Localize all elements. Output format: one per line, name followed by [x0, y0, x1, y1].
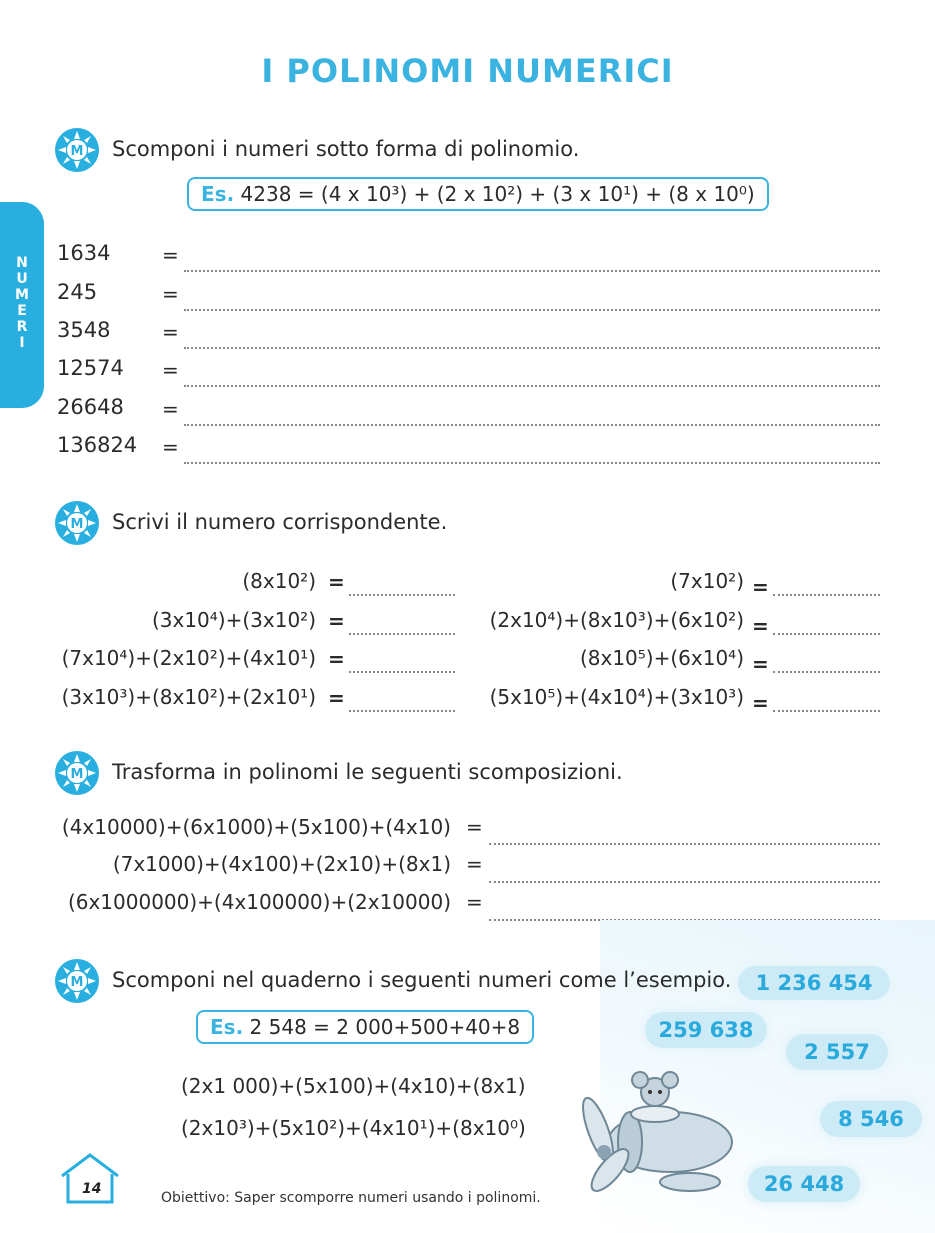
number-cloud: 26 448 [748, 1166, 860, 1202]
expression-left: (3x10³)+(8x10²)+(2x10¹) [61, 685, 316, 709]
number-cloud: 8 546 [820, 1101, 922, 1137]
number-item: 136824 [57, 433, 138, 457]
equals-sign: = [752, 652, 769, 676]
example-label: Es. [201, 182, 235, 206]
badge-letter: M [70, 975, 84, 990]
page-number-house-icon [58, 1152, 122, 1206]
expression-left: (3x10⁴)+(3x10²) [151, 608, 316, 632]
expression-right: (7x10²) [670, 569, 744, 593]
equals-sign: = [162, 435, 179, 459]
badge-letter: M [70, 517, 84, 532]
answer-line[interactable] [773, 671, 880, 673]
equals-sign: = [162, 282, 179, 306]
airplane-mouse-illustration [570, 1070, 740, 1200]
answer-line[interactable] [489, 843, 880, 845]
section3-instruction: Trasforma in polinomi le seguenti scomposizioni. [112, 760, 623, 784]
decomposition-expression: (4x10000)+(6x1000)+(5x100)+(4x10) [61, 815, 451, 839]
answer-line[interactable] [184, 309, 880, 311]
footer-objective: Obiettivo: Saper scomporre numeri usando i polinomi. [161, 1190, 541, 1206]
decomposition-expression: (6x1000000)+(4x100000)+(2x10000) [67, 890, 451, 914]
math-badge-icon [54, 958, 100, 1004]
answer-line[interactable] [184, 424, 880, 426]
expression-right: (2x10⁴)+(8x10³)+(6x10²) [489, 608, 744, 632]
side-tab-letter: R [16, 319, 28, 335]
example-text: 2 548 = 2 000+500+40+8 [249, 1015, 521, 1039]
expression-left: (8x10²) [242, 569, 316, 593]
section4-example-box [196, 1010, 534, 1044]
number-cloud: 1 236 454 [738, 966, 890, 1000]
equals-sign: = [466, 852, 483, 876]
answer-line[interactable] [489, 881, 880, 883]
side-tab-letter: U [16, 271, 28, 287]
equals-sign: = [466, 890, 483, 914]
equals-sign: = [162, 320, 179, 344]
example-line: (2x10³)+(5x10²)+(4x10¹)+(8x10⁰) [181, 1116, 526, 1140]
math-badge-icon [54, 127, 100, 173]
expression-right: (8x10⁵)+(6x10⁴) [579, 646, 744, 670]
side-tab-letter: M [15, 287, 29, 303]
example-line: (2x1 000)+(5x100)+(4x10)+(8x1) [181, 1074, 526, 1098]
section1-example-box [187, 177, 769, 211]
equals-sign: = [328, 609, 345, 633]
answer-line[interactable] [184, 385, 880, 387]
equals-sign: = [752, 691, 769, 715]
number-item: 3548 [57, 318, 111, 342]
example-label: Es. [210, 1015, 244, 1039]
answer-line[interactable] [184, 462, 880, 464]
equals-sign: = [466, 815, 483, 839]
equals-sign: = [752, 575, 769, 599]
answer-line[interactable] [773, 710, 880, 712]
equals-sign: = [162, 397, 179, 421]
answer-line[interactable] [773, 633, 880, 635]
section4-instruction: Scomponi nel quaderno i seguenti numeri come l’esempio. [112, 968, 732, 992]
side-tab-letter: N [16, 255, 28, 271]
section2-instruction: Scrivi il numero corrispondente. [112, 510, 448, 534]
section1-instruction: Scomponi i numeri sotto forma di polinomio. [112, 137, 580, 161]
number-item: 245 [57, 280, 98, 304]
answer-line[interactable] [349, 594, 455, 596]
expression-left: (7x10⁴)+(2x10²)+(4x10¹) [61, 646, 316, 670]
badge-letter: M [70, 144, 84, 159]
number-item: 12574 [57, 356, 124, 380]
page-number: 14 [82, 1181, 102, 1197]
equals-sign: = [328, 686, 345, 710]
answer-line[interactable] [349, 633, 455, 635]
page-title: I POLINOMI NUMERICI [261, 52, 674, 90]
number-item: 26648 [57, 395, 124, 419]
equals-sign: = [752, 614, 769, 638]
side-tab-label [10, 255, 34, 351]
answer-line[interactable] [184, 270, 880, 272]
side-tab-letter: I [19, 335, 25, 351]
side-tab-letter: E [17, 303, 27, 319]
answer-line[interactable] [773, 594, 880, 596]
number-cloud: 2 557 [786, 1034, 888, 1070]
expression-right: (5x10⁵)+(4x10⁴)+(3x10³) [489, 685, 744, 709]
equals-sign: = [328, 647, 345, 671]
math-badge-icon [54, 750, 100, 796]
math-badge-icon [54, 500, 100, 546]
answer-line[interactable] [349, 671, 455, 673]
decomposition-expression: (7x1000)+(4x100)+(2x10)+(8x1) [112, 852, 451, 876]
equals-sign: = [162, 358, 179, 382]
number-item: 1634 [57, 241, 111, 265]
equals-sign: = [328, 570, 345, 594]
answer-line[interactable] [349, 710, 455, 712]
example-text: 4238 = (4 x 10³) + (2 x 10²) + (3 x 10¹) + (8 x 10⁰) [240, 182, 755, 206]
answer-line[interactable] [184, 347, 880, 349]
equals-sign: = [162, 243, 179, 267]
number-cloud: 259 638 [645, 1012, 767, 1048]
badge-letter: M [70, 767, 84, 782]
